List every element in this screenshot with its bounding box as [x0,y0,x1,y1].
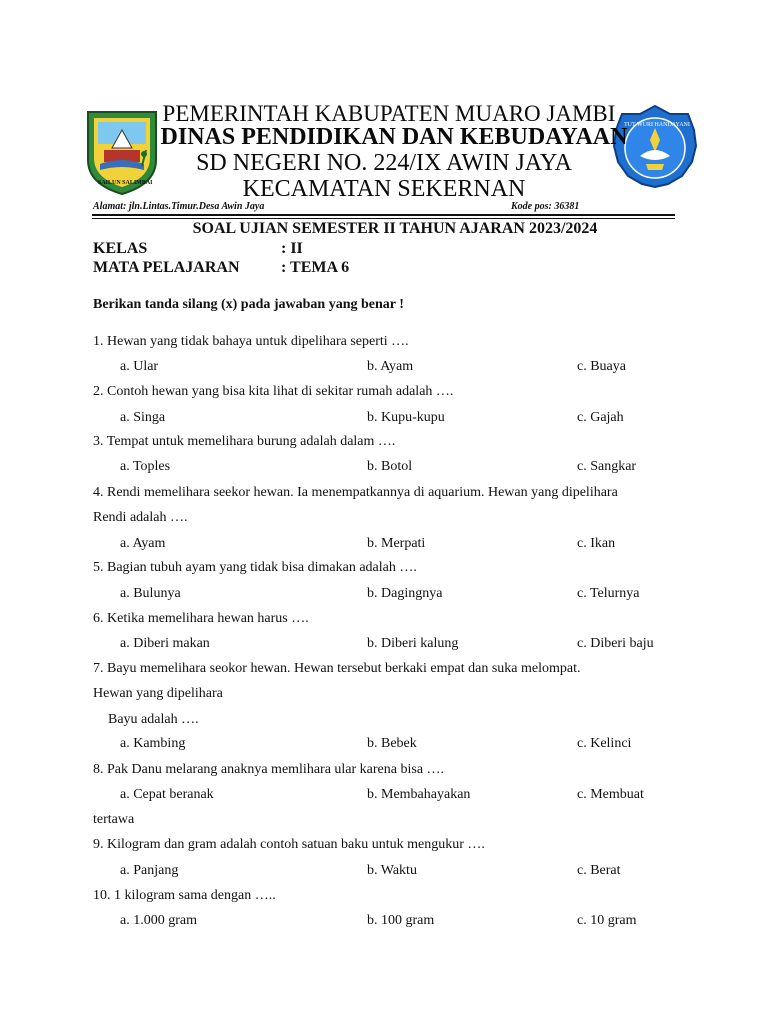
instruction-text: Berikan tanda silang (x) pada jawaban yang benar ! [93,297,404,312]
q8-option-b[interactable]: b. Membahayakan [367,787,471,802]
q9-option-c[interactable]: c. Berat [577,863,621,878]
question-7-continued: Hewan yang dipelihara [93,686,223,701]
header-government: PEMERINTAH KABUPATEN MUARO JAMBI [162,101,616,126]
header-district: KECAMATAN SEKERNAN [242,176,526,202]
q4-option-b[interactable]: b. Merpati [367,536,426,551]
question-6: 6. Ketika memelihara hewan harus …. [93,611,309,626]
mapel-value: : TEMA 6 [281,259,350,276]
logo-motto: TUT WURI HANDAYANI [624,122,690,128]
exam-title: SOAL UJIAN SEMESTER II TAHUN AJARAN 2023/2024 [192,220,598,237]
q7-option-a[interactable]: a. Kambing [120,736,186,751]
header-divider-thick [92,214,675,216]
q7-option-b[interactable]: b. Bebek [367,736,417,751]
question-9: 9. Kilogram dan gram adalah contoh satuan baku untuk mengukur …. [93,837,485,852]
q2-option-b[interactable]: b. Kupu-kupu [367,410,445,425]
mapel-label: MATA PELAJARAN [93,259,240,276]
question-4: 4. Rendi memelihara seekor hewan. Ia menempatkannya di aquarium. Hewan yang dipelihara [93,485,618,500]
q6-option-a[interactable]: a. Diberi makan [120,636,210,651]
q6-option-c[interactable]: c. Diberi baju [577,636,654,651]
question-10: 10. 1 kilogram sama dengan ….. [93,888,276,903]
q3-option-b[interactable]: b. Botol [367,459,413,474]
header-department: DINAS PENDIDIKAN DAN KEBUDAYAAN [160,124,628,150]
q10-option-c[interactable]: c. 10 gram [577,913,637,928]
q2-option-a[interactable]: a. Singa [120,410,166,425]
q7-option-c[interactable]: c. Kelinci [577,736,632,751]
question-8: 8. Pak Danu melarang anaknya memlihara ular karena bisa …. [93,762,445,777]
postal-code: Kode pos: 36381 [511,201,580,212]
q3-option-a[interactable]: a. Toples [120,459,171,474]
question-7-continued-2: Bayu adalah …. [108,712,199,727]
question-3: 3. Tempat untuk memelihara burung adalah dalam …. [93,434,396,449]
q1-option-b[interactable]: b. Ayam [367,359,414,374]
q5-option-b[interactable]: b. Dagingnya [367,586,443,601]
header-divider-thin [92,218,675,219]
q5-option-a[interactable]: a. Bulunya [120,586,181,601]
q4-option-c[interactable]: c. Ikan [577,536,616,551]
question-2: 2. Contoh hewan yang bisa kita lihat di sekitar rumah adalah …. [93,384,454,399]
q1-option-a[interactable]: a. Ular [120,359,159,374]
crest-motto: SAILUN SALIMBAI [98,180,153,186]
q2-option-c[interactable]: c. Gajah [577,410,624,425]
question-7: 7. Bayu memelihara seokor hewan. Hewan tersebut berkaki empat dan suka melompat. [93,661,581,676]
q8-option-c[interactable]: c. Membuat [577,787,644,802]
q9-option-a[interactable]: a. Panjang [120,863,179,878]
question-1: 1. Hewan yang tidak bahaya untuk dipelihara seperti …. [93,334,409,349]
kelas-label: KELAS [93,240,148,257]
q3-option-c[interactable]: c. Sangkar [577,459,637,474]
question-4-continued: Rendi adalah …. [93,510,188,525]
q5-option-c[interactable]: c. Telurnya [577,586,640,601]
q1-option-c[interactable]: c. Buaya [577,359,626,374]
q4-option-a[interactable]: a. Ayam [120,536,166,551]
q8-option-a[interactable]: a. Cepat beranak [120,787,214,802]
header-school: SD NEGERI NO. 224/IX AWIN JAYA [196,150,572,176]
q8-option-c-continued: tertawa [93,812,135,827]
q9-option-b[interactable]: b. Waktu [367,863,417,878]
q10-option-a[interactable]: a. 1.000 gram [120,913,197,928]
kelas-value: : II [281,240,303,257]
school-address: Alamat: jln.Lintas.Timur.Desa Awin Jaya [93,201,265,212]
q10-option-b[interactable]: b. 100 gram [367,913,435,928]
q6-option-b[interactable]: b. Diberi kalung [367,636,459,651]
question-5: 5. Bagian tubuh ayam yang tidak bisa dimakan adalah …. [93,560,417,575]
